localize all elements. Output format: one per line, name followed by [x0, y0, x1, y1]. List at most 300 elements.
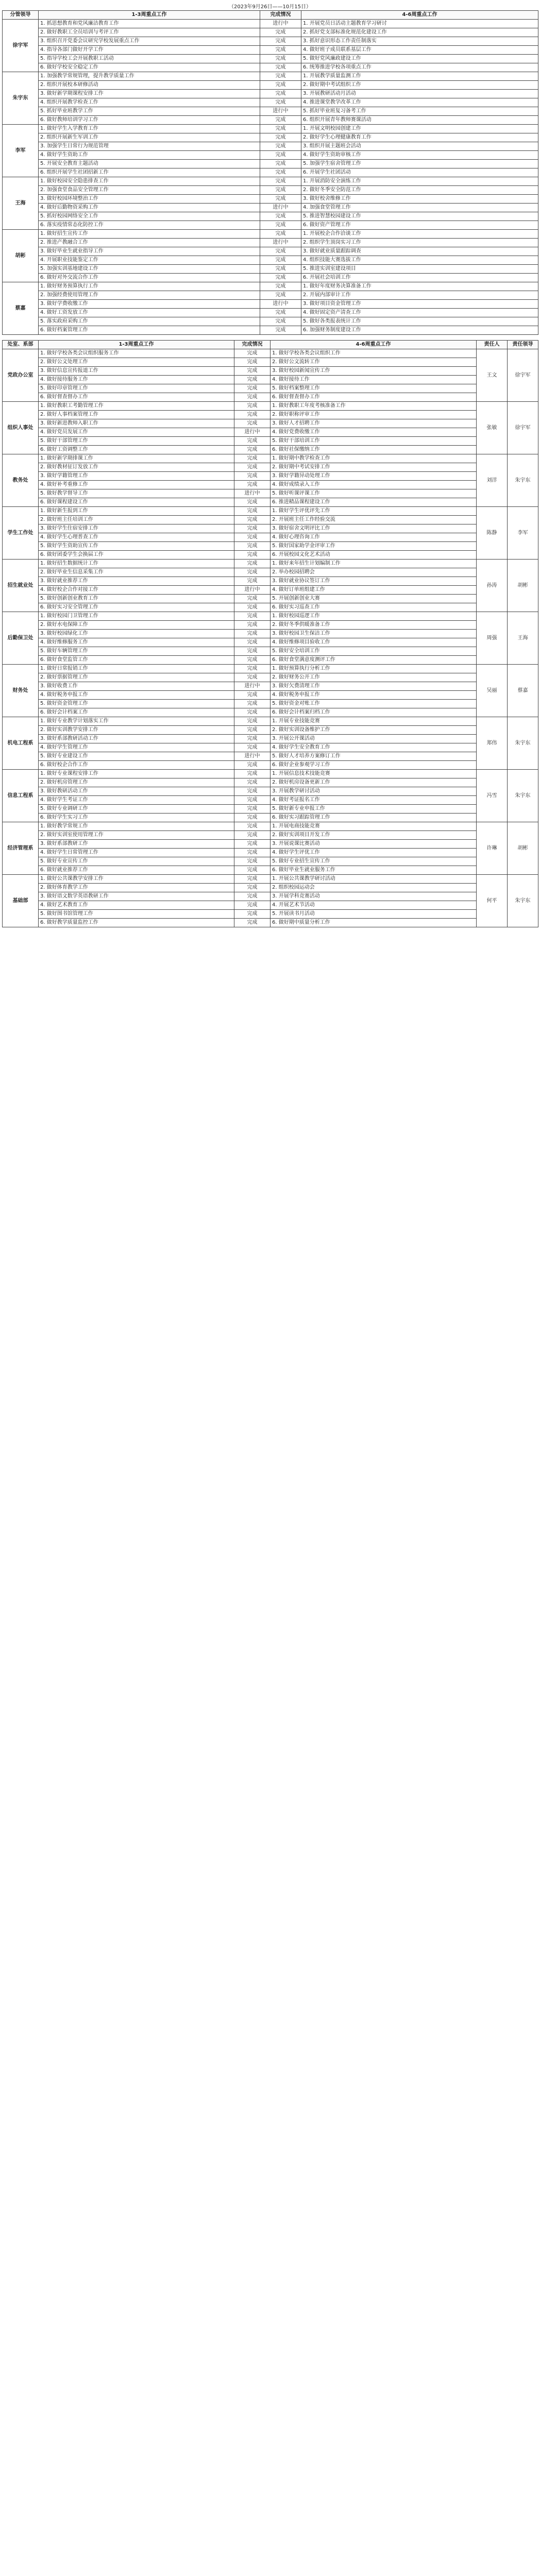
- task-weeks-1-3: 5. 抓好校园网络安全工作: [39, 212, 260, 221]
- table-row: [3, 752, 538, 761]
- task-weeks-1-3: 1. 做好新生报到工作: [39, 507, 234, 516]
- completion-status: 完成: [234, 761, 271, 770]
- task-weeks-4-6: 2. 做好冬季安全防范工作: [301, 186, 538, 195]
- table-row: [3, 796, 538, 805]
- table-row: [3, 717, 538, 726]
- completion-status: 完成: [260, 256, 301, 265]
- task-weeks-4-6: 4. 做好学生评优工作: [271, 849, 477, 857]
- column-header: 分管领导: [3, 11, 39, 20]
- table-row: [3, 358, 538, 367]
- completion-status: 完成: [234, 367, 271, 376]
- task-weeks-1-3: 5. 指导学校工会开展教职工活动: [39, 55, 260, 63]
- table-row: [3, 393, 538, 402]
- task-weeks-1-3: 2. 做好人事档案管理工作: [39, 411, 234, 419]
- task-weeks-1-3: 6. 做好会计档案工作: [39, 708, 234, 717]
- completion-status: 进行中: [234, 428, 271, 437]
- task-weeks-1-3: 3. 做好系部教研工作: [39, 840, 234, 849]
- completion-status: 完成: [260, 274, 301, 282]
- task-weeks-4-6: 2. 做好职称评审工作: [271, 411, 477, 419]
- completion-status: 完成: [234, 577, 271, 586]
- task-weeks-4-6: 3. 开展教学研讨活动: [271, 787, 477, 796]
- table-row: [3, 884, 538, 892]
- task-weeks-1-3: 4. 做好接待服务工作: [39, 376, 234, 384]
- task-weeks-4-6: 1. 开展党员日活动主题教育学习研讨: [301, 20, 538, 28]
- responsible-leader: 胡彬: [508, 822, 538, 875]
- table-row: [3, 437, 538, 446]
- task-weeks-1-3: 2. 做好实训教学安排工作: [39, 726, 234, 735]
- task-weeks-1-3: 2. 做好班主任培训工作: [39, 516, 234, 524]
- task-weeks-4-6: 3. 做好校园新闻宣传工作: [271, 367, 477, 376]
- table-row: [3, 875, 538, 884]
- completion-status: 完成: [234, 542, 271, 551]
- task-weeks-1-3: 6. 做好对外交流合作工作: [39, 274, 260, 282]
- task-weeks-4-6: 5. 做好党风廉政建设工作: [301, 55, 538, 63]
- task-weeks-4-6: 3. 做好校舍维修工作: [301, 195, 538, 204]
- task-weeks-4-6: 4. 加强食堂管理工作: [301, 204, 538, 212]
- task-weeks-1-3: 3. 做好教研活动工作: [39, 787, 234, 796]
- task-weeks-1-3: 5. 做好专业建设工作: [39, 752, 234, 761]
- task-weeks-1-3: 5. 做好干部管理工作: [39, 437, 234, 446]
- table-row: [3, 46, 538, 55]
- task-weeks-4-6: 1. 做好教职工年度考核准备工作: [271, 402, 477, 411]
- table-row: [3, 151, 538, 160]
- department-name: 学生工作处: [3, 507, 39, 560]
- table-row: [3, 367, 538, 376]
- task-weeks-4-6: 2. 做好期中考试组织工作: [301, 81, 538, 90]
- table-row: [3, 691, 538, 700]
- task-weeks-1-3: 1. 加强教学常规管理，提升教学质量工作: [39, 72, 260, 81]
- responsible-person: 周强: [477, 612, 508, 665]
- task-weeks-1-3: 4. 做好工资发放工作: [39, 309, 260, 317]
- task-weeks-4-6: 4. 做好订单班组建工作: [271, 586, 477, 595]
- task-weeks-4-6: 3. 做好学籍异动处理工作: [271, 472, 477, 481]
- table-row: [3, 778, 538, 787]
- task-weeks-4-6: 1. 开展教学质量监测工作: [301, 72, 538, 81]
- completion-status: 完成: [234, 866, 271, 875]
- task-weeks-1-3: 5. 做好专业调研工作: [39, 805, 234, 814]
- completion-status: 完成: [234, 735, 271, 743]
- task-weeks-4-6: 5. 做好新专业申报工作: [271, 805, 477, 814]
- task-weeks-4-6: 5. 做好专业招生宣传工作: [271, 857, 477, 866]
- responsible-leader: 朱宇东: [508, 875, 538, 927]
- task-weeks-4-6: 3. 开展教研活动月活动: [301, 90, 538, 98]
- task-weeks-1-3: 3. 做好毕业生就业指导工作: [39, 247, 260, 256]
- task-weeks-1-3: 4. 做好学生日常管理工作: [39, 849, 234, 857]
- table-row: [3, 568, 538, 577]
- responsible-leader: 朱宇东: [508, 770, 538, 822]
- task-weeks-1-3: 1. 做好财务预算执行工作: [39, 282, 260, 291]
- completion-status: 完成: [260, 177, 301, 186]
- completion-status: 进行中: [260, 300, 301, 309]
- responsible-person: 郑伟: [477, 717, 508, 770]
- department-name: 财务处: [3, 665, 39, 717]
- table-row: [3, 463, 538, 472]
- task-weeks-1-3: 1. 做好招生数据统计工作: [39, 560, 234, 568]
- task-weeks-1-3: 5. 开展安全教育主题活动: [39, 160, 260, 168]
- task-weeks-4-6: 3. 开展说课比赛活动: [271, 840, 477, 849]
- task-weeks-1-3: 3. 加强学生日常行为规范管理: [39, 142, 260, 151]
- responsible-person: 何平: [477, 875, 508, 927]
- table-row: [3, 516, 538, 524]
- completion-status: 完成: [234, 691, 271, 700]
- department-name: 党政办公室: [3, 349, 39, 402]
- completion-status: 完成: [234, 700, 271, 708]
- table-row: [3, 472, 538, 481]
- table-row: [3, 682, 538, 691]
- task-weeks-1-3: 3. 做好校园环境整治工作: [39, 195, 260, 204]
- completion-status: 完成: [234, 630, 271, 638]
- task-weeks-1-3: 5. 做好车辆管理工作: [39, 647, 234, 656]
- task-weeks-4-6: 6. 统筹推进学校各项重点工作: [301, 63, 538, 72]
- completion-status: 完成: [260, 168, 301, 177]
- task-weeks-1-3: 2. 组织开展新生军训工作: [39, 133, 260, 142]
- table-row: [3, 489, 538, 498]
- task-weeks-4-6: 6. 做好食堂满意度测评工作: [271, 656, 477, 665]
- task-weeks-1-3: 4. 做好校企合作对接工作: [39, 586, 234, 595]
- table-row: [3, 542, 538, 551]
- completion-status: 完成: [234, 376, 271, 384]
- task-weeks-1-3: 4. 做好后勤物资采购工作: [39, 204, 260, 212]
- task-weeks-4-6: 1. 开展公共课教学研讨活动: [271, 875, 477, 884]
- task-weeks-4-6: 2. 做好期中考试安排工作: [271, 463, 477, 472]
- task-weeks-4-6: 2. 开展班主任工作经验交流: [271, 516, 477, 524]
- table-row: [3, 116, 538, 125]
- table-row: [3, 55, 538, 63]
- task-weeks-1-3: 3. 做好系部教研活动工作: [39, 735, 234, 743]
- table-row: [3, 770, 538, 778]
- task-weeks-1-3: 5. 抓好毕业班教学工作: [39, 107, 260, 116]
- task-weeks-4-6: 6. 推进精品课程建设工作: [271, 498, 477, 507]
- completion-status: 完成: [234, 796, 271, 805]
- task-weeks-4-6: 3. 抓好意识形态工作责任制落实: [301, 37, 538, 46]
- task-weeks-1-3: 4. 做好学生资助工作: [39, 151, 260, 160]
- table-row: [3, 735, 538, 743]
- completion-status: 完成: [234, 673, 271, 682]
- table-row: [3, 221, 538, 230]
- completion-status: 完成: [234, 919, 271, 927]
- column-header: 1-3周重点工作: [39, 341, 234, 349]
- responsible-leader: 王海: [508, 612, 538, 665]
- completion-status: 完成: [234, 708, 271, 717]
- table-row: [3, 454, 538, 463]
- task-weeks-4-6: 5. 开展创新创业大赛: [271, 595, 477, 603]
- column-header: 责任人: [477, 341, 508, 349]
- table-row: [3, 90, 538, 98]
- completion-status: 完成: [260, 282, 301, 291]
- task-weeks-4-6: 2. 组织校园运动会: [271, 884, 477, 892]
- completion-status: 完成: [234, 840, 271, 849]
- table-row: [3, 402, 538, 411]
- table-row: [3, 787, 538, 796]
- task-weeks-1-3: 5. 做好图书馆管理工作: [39, 910, 234, 919]
- leader-name: 胡彬: [3, 230, 39, 282]
- task-weeks-1-3: 1. 做好日常报销工作: [39, 665, 234, 673]
- task-weeks-4-6: 5. 开展读书月活动: [271, 910, 477, 919]
- table-row: [3, 919, 538, 927]
- responsible-person: 孙涛: [477, 560, 508, 612]
- table-row: [3, 849, 538, 857]
- completion-status: 完成: [234, 647, 271, 656]
- task-weeks-4-6: 3. 做好就业协议签订工作: [271, 577, 477, 586]
- task-weeks-4-6: 6. 做好毕业生就业服务工作: [271, 866, 477, 875]
- completion-status: 完成: [260, 317, 301, 326]
- task-weeks-1-3: 4. 指导各部门做好开学工作: [39, 46, 260, 55]
- task-weeks-4-6: 3. 组织开展主题班会活动: [301, 142, 538, 151]
- completion-status: 完成: [234, 831, 271, 840]
- task-weeks-4-6: 6. 做好社保缴纳工作: [271, 446, 477, 454]
- task-weeks-4-6: 4. 组织技能大赛选拔工作: [301, 256, 538, 265]
- table-row: [3, 595, 538, 603]
- task-weeks-4-6: 1. 开展校企合作洽谈工作: [301, 230, 538, 239]
- task-weeks-4-6: 6. 做好资产管理工作: [301, 221, 538, 230]
- task-weeks-1-3: 6. 做好学生实习工作: [39, 814, 234, 822]
- completion-status: 完成: [234, 857, 271, 866]
- responsible-person: 冯雪: [477, 770, 508, 822]
- table-row: [3, 428, 538, 437]
- completion-status: 完成: [260, 37, 301, 46]
- completion-status: 完成: [234, 551, 271, 560]
- completion-status: 完成: [234, 743, 271, 752]
- leader-name: 徐宇军: [3, 20, 39, 72]
- table-row: [3, 411, 538, 419]
- column-header: 1-3周重点工作: [39, 11, 260, 20]
- task-weeks-4-6: 1. 做好期中教学检查工作: [271, 454, 477, 463]
- table-row: [3, 168, 538, 177]
- table-row: [3, 20, 538, 28]
- completion-status: 进行中: [234, 586, 271, 595]
- table-row: [3, 560, 538, 568]
- completion-status: 完成: [234, 805, 271, 814]
- task-weeks-1-3: 5. 做好教学督导工作: [39, 489, 234, 498]
- task-weeks-1-3: 3. 做好学生住宿安排工作: [39, 524, 234, 533]
- table-row: [3, 892, 538, 901]
- responsible-leader: 朱宇东: [508, 454, 538, 507]
- table-row: [3, 37, 538, 46]
- task-weeks-4-6: 3. 做好人才招聘工作: [271, 419, 477, 428]
- completion-status: 完成: [234, 533, 271, 542]
- table-row: [3, 524, 538, 533]
- task-weeks-4-6: 3. 开展公开课活动: [271, 735, 477, 743]
- table-row: [3, 230, 538, 239]
- task-weeks-1-3: 5. 加强实训基地建设工作: [39, 265, 260, 274]
- task-weeks-4-6: 4. 做好接待工作: [271, 376, 477, 384]
- task-weeks-4-6: 4. 做好考证报名工作: [271, 796, 477, 805]
- task-weeks-4-6: 4. 做好党费收缴工作: [271, 428, 477, 437]
- table-row: [3, 822, 538, 831]
- table-row: [3, 586, 538, 595]
- table-row: [3, 603, 538, 612]
- table-row: [3, 282, 538, 291]
- responsible-leader: 李军: [508, 507, 538, 560]
- column-header: 完成情况: [234, 341, 271, 349]
- table-row: [3, 247, 538, 256]
- task-weeks-1-3: 6. 做好实习安全管理工作: [39, 603, 234, 612]
- table-row: [3, 630, 538, 638]
- task-weeks-4-6: 1. 做好年度财务决算准备工作: [301, 282, 538, 291]
- table-row: [3, 621, 538, 630]
- task-weeks-4-6: 1. 开展消防安全演练工作: [301, 177, 538, 186]
- task-weeks-1-3: 1. 做好教职工考勤管理工作: [39, 402, 234, 411]
- task-weeks-1-3: 5. 做好印章管理工作: [39, 384, 234, 393]
- completion-status: 完成: [260, 81, 301, 90]
- task-weeks-1-3: 6. 做好课程建设工作: [39, 498, 234, 507]
- table-row: [3, 177, 538, 186]
- task-weeks-4-6: 5. 做好资金对账工作: [271, 700, 477, 708]
- completion-status: 完成: [260, 116, 301, 125]
- department-name: 经济管理系: [3, 822, 39, 875]
- task-weeks-4-6: 6. 开展校园文化艺术活动: [271, 551, 477, 560]
- completion-status: 完成: [234, 393, 271, 402]
- task-weeks-4-6: 2. 做好实训项目开发工作: [271, 831, 477, 840]
- completion-status: 进行中: [234, 489, 271, 498]
- completion-status: 完成: [234, 787, 271, 796]
- completion-status: 完成: [234, 498, 271, 507]
- task-weeks-1-3: 4. 做好税务申报工作: [39, 691, 234, 700]
- task-weeks-1-3: 5. 做好创新创业教育工作: [39, 595, 234, 603]
- responsible-person: 刘洋: [477, 454, 508, 507]
- task-weeks-4-6: 3. 做好项目资金管理工作: [301, 300, 538, 309]
- completion-status: 完成: [260, 186, 301, 195]
- responsible-person: 王文: [477, 349, 508, 402]
- task-weeks-1-3: 6. 做好工资调整工作: [39, 446, 234, 454]
- task-weeks-4-6: 4. 做好维修项目验收工作: [271, 638, 477, 647]
- completion-status: 完成: [234, 726, 271, 735]
- table-row: [3, 349, 538, 358]
- task-weeks-4-6: 5. 加强学生宿舍管理工作: [301, 160, 538, 168]
- task-weeks-4-6: 6. 做好会计档案归档工作: [271, 708, 477, 717]
- table-row: [3, 481, 538, 489]
- task-weeks-1-3: 2. 做好水电保障工作: [39, 621, 234, 630]
- task-weeks-1-3: 3. 做好信息宣传报道工作: [39, 367, 234, 376]
- completion-status: 进行中: [260, 107, 301, 116]
- department-name: 组织人事处: [3, 402, 39, 454]
- completion-status: 完成: [260, 90, 301, 98]
- completion-status: 完成: [234, 419, 271, 428]
- task-weeks-4-6: 5. 做好人才培养方案修订工作: [271, 752, 477, 761]
- task-weeks-1-3: 1. 做好学校各类会议组织服务工作: [39, 349, 234, 358]
- task-weeks-4-6: 4. 做好班子成员联系基层工作: [301, 46, 538, 55]
- responsible-leader: 蔡嘉: [508, 665, 538, 717]
- task-weeks-4-6: 3. 开展学科竞赛活动: [271, 892, 477, 901]
- table-row: [3, 419, 538, 428]
- task-weeks-4-6: 6. 开展学生社团活动: [301, 168, 538, 177]
- completion-status: 完成: [260, 151, 301, 160]
- completion-status: 完成: [234, 884, 271, 892]
- task-weeks-1-3: 4. 做好学生管理工作: [39, 743, 234, 752]
- task-weeks-1-3: 3. 做好新进教师入职工作: [39, 419, 234, 428]
- completion-status: 完成: [234, 814, 271, 822]
- task-weeks-4-6: 2. 抓好党支部标准化规范化建设工作: [301, 28, 538, 37]
- task-weeks-1-3: 6. 做好校企合作工作: [39, 761, 234, 770]
- task-weeks-4-6: 5. 做好安全培训工作: [271, 647, 477, 656]
- completion-status: 完成: [234, 349, 271, 358]
- task-weeks-4-6: 5. 做好干部培训工作: [271, 437, 477, 446]
- completion-status: 完成: [234, 665, 271, 673]
- completion-status: 完成: [234, 822, 271, 831]
- responsible-person: 陈静: [477, 507, 508, 560]
- task-weeks-1-3: 2. 做好毕业生信息采集工作: [39, 568, 234, 577]
- table-row: [3, 186, 538, 195]
- completion-status: 完成: [260, 63, 301, 72]
- completion-status: 完成: [234, 901, 271, 910]
- task-weeks-4-6: 1. 做好来年招生计划编制工作: [271, 560, 477, 568]
- table-row: [3, 274, 538, 282]
- table-row: [3, 612, 538, 621]
- table-row: [3, 28, 538, 37]
- task-weeks-1-3: 6. 做好档案管理工作: [39, 326, 260, 335]
- responsible-leader: 徐宇军: [508, 349, 538, 402]
- completion-status: 完成: [234, 603, 271, 612]
- task-weeks-1-3: 3. 做好语文数学英语教研工作: [39, 892, 234, 901]
- table-row: [3, 160, 538, 168]
- table-row: [3, 317, 538, 326]
- responsible-leader: 朱宇东: [508, 717, 538, 770]
- completion-status: 完成: [260, 195, 301, 204]
- table-row: [3, 63, 538, 72]
- task-weeks-4-6: 1. 开展专业技能竞赛: [271, 717, 477, 726]
- completion-status: 完成: [234, 717, 271, 726]
- task-weeks-1-3: 6. 做好教学质量监控工作: [39, 919, 234, 927]
- department-name: 机电工程系: [3, 717, 39, 770]
- responsible-person: 许琳: [477, 822, 508, 875]
- completion-status: 完成: [260, 46, 301, 55]
- completion-status: 完成: [260, 98, 301, 107]
- completion-status: 完成: [234, 454, 271, 463]
- task-weeks-1-3: 3. 做好收费工作: [39, 682, 234, 691]
- task-weeks-4-6: 2. 做好学生心理健康教育工作: [301, 133, 538, 142]
- table-row: [3, 551, 538, 560]
- task-weeks-4-6: 3. 做好就业质量跟踪调查: [301, 247, 538, 256]
- task-weeks-4-6: 3. 做好校园卫生保洁工作: [271, 630, 477, 638]
- column-header: 处室、系部: [3, 341, 39, 349]
- task-weeks-1-3: 2. 组织开展校本研修活动: [39, 81, 260, 90]
- table-row: [3, 814, 538, 822]
- task-weeks-1-3: 1. 做好专业课程安排工作: [39, 770, 234, 778]
- task-weeks-1-3: 1. 做好教学常规工作: [39, 822, 234, 831]
- table-row: [3, 195, 538, 204]
- table-row: [3, 204, 538, 212]
- completion-status: 完成: [234, 612, 271, 621]
- task-weeks-4-6: 6. 做好实习跟踪管理工作: [271, 814, 477, 822]
- task-weeks-1-3: 5. 做好学生资助宣传工作: [39, 542, 234, 551]
- table-row: [3, 743, 538, 752]
- department-name: 招生就业处: [3, 560, 39, 612]
- completion-status: 完成: [260, 291, 301, 300]
- task-weeks-4-6: 4. 做好成绩录入工作: [271, 481, 477, 489]
- completion-status: 完成: [234, 875, 271, 884]
- task-weeks-4-6: 5. 推进实训室建设项目: [301, 265, 538, 274]
- task-weeks-4-6: 6. 做好企业参观学习工作: [271, 761, 477, 770]
- task-weeks-1-3: 4. 做好艺术教育工作: [39, 901, 234, 910]
- task-weeks-1-3: 1. 做好校园门卫管理工作: [39, 612, 234, 621]
- task-weeks-4-6: 5. 抓好毕业班复习备考工作: [301, 107, 538, 116]
- task-weeks-1-3: 1. 抓思想教育和党风廉洁教育工作: [39, 20, 260, 28]
- task-weeks-1-3: 6. 落实疫情常态化防控工作: [39, 221, 260, 230]
- task-weeks-1-3: 2. 做好教材征订发放工作: [39, 463, 234, 472]
- table-row: [3, 665, 538, 673]
- task-weeks-1-3: 3. 做好新学期课程安排工作: [39, 90, 260, 98]
- task-weeks-4-6: 2. 做好财务公开工作: [271, 673, 477, 682]
- completion-status: 完成: [260, 221, 301, 230]
- completion-status: 进行中: [260, 20, 301, 28]
- completion-status: 完成: [234, 892, 271, 901]
- completion-status: 完成: [260, 265, 301, 274]
- completion-status: 完成: [234, 384, 271, 393]
- completion-status: 完成: [260, 230, 301, 239]
- task-weeks-1-3: 4. 做好学生考证工作: [39, 796, 234, 805]
- task-weeks-1-3: 2. 做好体育教学工作: [39, 884, 234, 892]
- completion-status: 完成: [260, 133, 301, 142]
